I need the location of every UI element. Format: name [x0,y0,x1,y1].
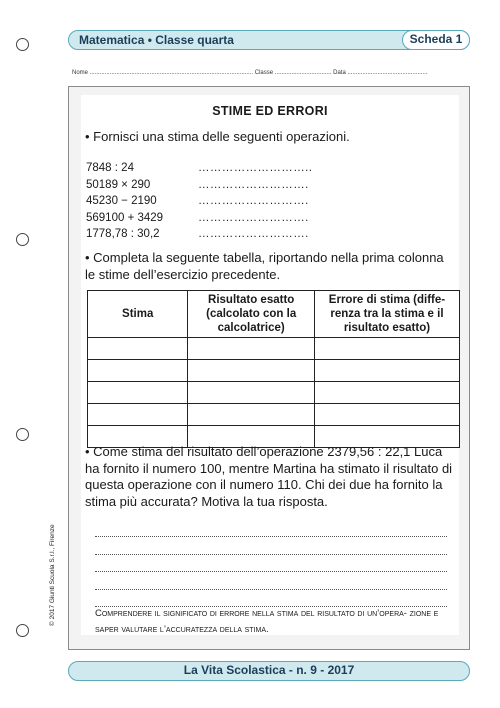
column-header-line: calcolatrice) [217,322,285,334]
table-cell[interactable] [88,338,188,360]
binder-hole-icon [16,428,29,441]
answer-line[interactable] [95,555,447,572]
sheet-label: Scheda 1 [402,30,470,50]
classe-field[interactable]: .................................. [274,70,332,76]
operation-expression: 1778,78 : 30,2 [86,228,160,241]
worksheet-body [81,95,459,635]
operation-answer-blank[interactable]: ………………………. [198,228,309,241]
operation-expression: 569100 + 3429 [86,211,164,224]
exercise1-prompt: • Fornisci una stima delle seguenti operazioni. [85,129,350,144]
table-cell[interactable] [314,338,459,360]
operation-row [86,193,312,210]
answer-lines[interactable] [95,520,447,607]
name-row [72,70,472,76]
operation-answer-blank[interactable]: ………………………. [198,195,309,208]
column-header [88,291,188,338]
operations-list [86,160,312,243]
column-header [188,291,314,338]
binder-hole-icon [16,38,29,51]
worksheet-title: STIME ED ERRORI [212,104,328,118]
data-field[interactable]: ................................................ [347,70,428,76]
table-cell[interactable] [88,360,188,382]
operation-answer-blank[interactable]: ………………………. [198,211,309,224]
subject-label: Matematica • Classe quarta [79,33,234,47]
answer-line[interactable] [95,520,447,537]
operation-expression: 50189 × 290 [86,178,151,191]
table-row [88,360,460,382]
operation-row [86,177,312,194]
table-cell[interactable] [88,382,188,404]
worksheet-card [68,86,470,650]
column-header-line: risultato esatto) [343,322,431,334]
binder-hole-icon [16,624,29,637]
answer-line[interactable] [95,537,447,554]
table-row [88,382,460,404]
column-header-line: Risultato esatto [208,294,295,306]
operation-row [86,226,312,243]
operation-answer-blank[interactable]: ………………………. [198,178,309,191]
column-header [314,291,459,338]
learning-objective: Comprendere il significato di errore nella stima del risultato di un’opera- zione e saper valutare l’accuratezza della stima. [95,608,439,635]
answer-line[interactable] [95,572,447,589]
copyright-notice: © 2017 Giunti Scuola S.r.l., Firenze [49,524,56,626]
nome-label: Nome [72,70,89,76]
operation-answer-blank[interactable]: ……………………….. [198,162,313,174]
footer-bar: La Vita Scolastica - n. 9 - 2017 [68,661,470,681]
exercise3-prompt: • Come stima del risultato dell’operazione 2379,56 : 22,1 Luca ha fornito il numero 100, mentre Martina ha stimato il risultato di questa operazione con il numero 110. Chi dei due ha fornito la stima più accurata? Motiva la tua risposta. [85,444,453,509]
table-row [88,338,460,360]
table-row [88,404,460,426]
table-cell[interactable] [188,360,314,382]
header-bar [68,30,470,50]
binder-hole-icon [16,233,29,246]
table-cell[interactable] [188,338,314,360]
table-cell[interactable] [314,382,459,404]
operation-row [86,160,312,177]
table-cell[interactable] [314,360,459,382]
column-header-line: Errore di stima (diffe- [328,294,446,306]
estimate-table [87,290,460,448]
data-label: Data [333,70,346,76]
table-cell[interactable] [188,382,314,404]
table-cell[interactable] [188,404,314,426]
column-header-line: Stima [122,308,154,320]
classe-label: Classe [254,70,274,76]
operation-row [86,210,312,227]
column-header-line: (calcolato con la [206,308,297,320]
exercise2-prompt: • Completa la seguente tabella, riportando nella prima colonna le stime dell’esercizio precedente. [85,250,444,282]
table-cell[interactable] [88,404,188,426]
table-cell[interactable] [314,404,459,426]
operation-expression: 7848 : 24 [86,162,134,174]
nome-field[interactable]: .................................................................................................. [89,70,254,76]
answer-line[interactable] [95,590,447,607]
column-header-line: renza tra la stima e il [330,308,444,320]
operation-expression: 45230 − 2190 [86,195,157,208]
